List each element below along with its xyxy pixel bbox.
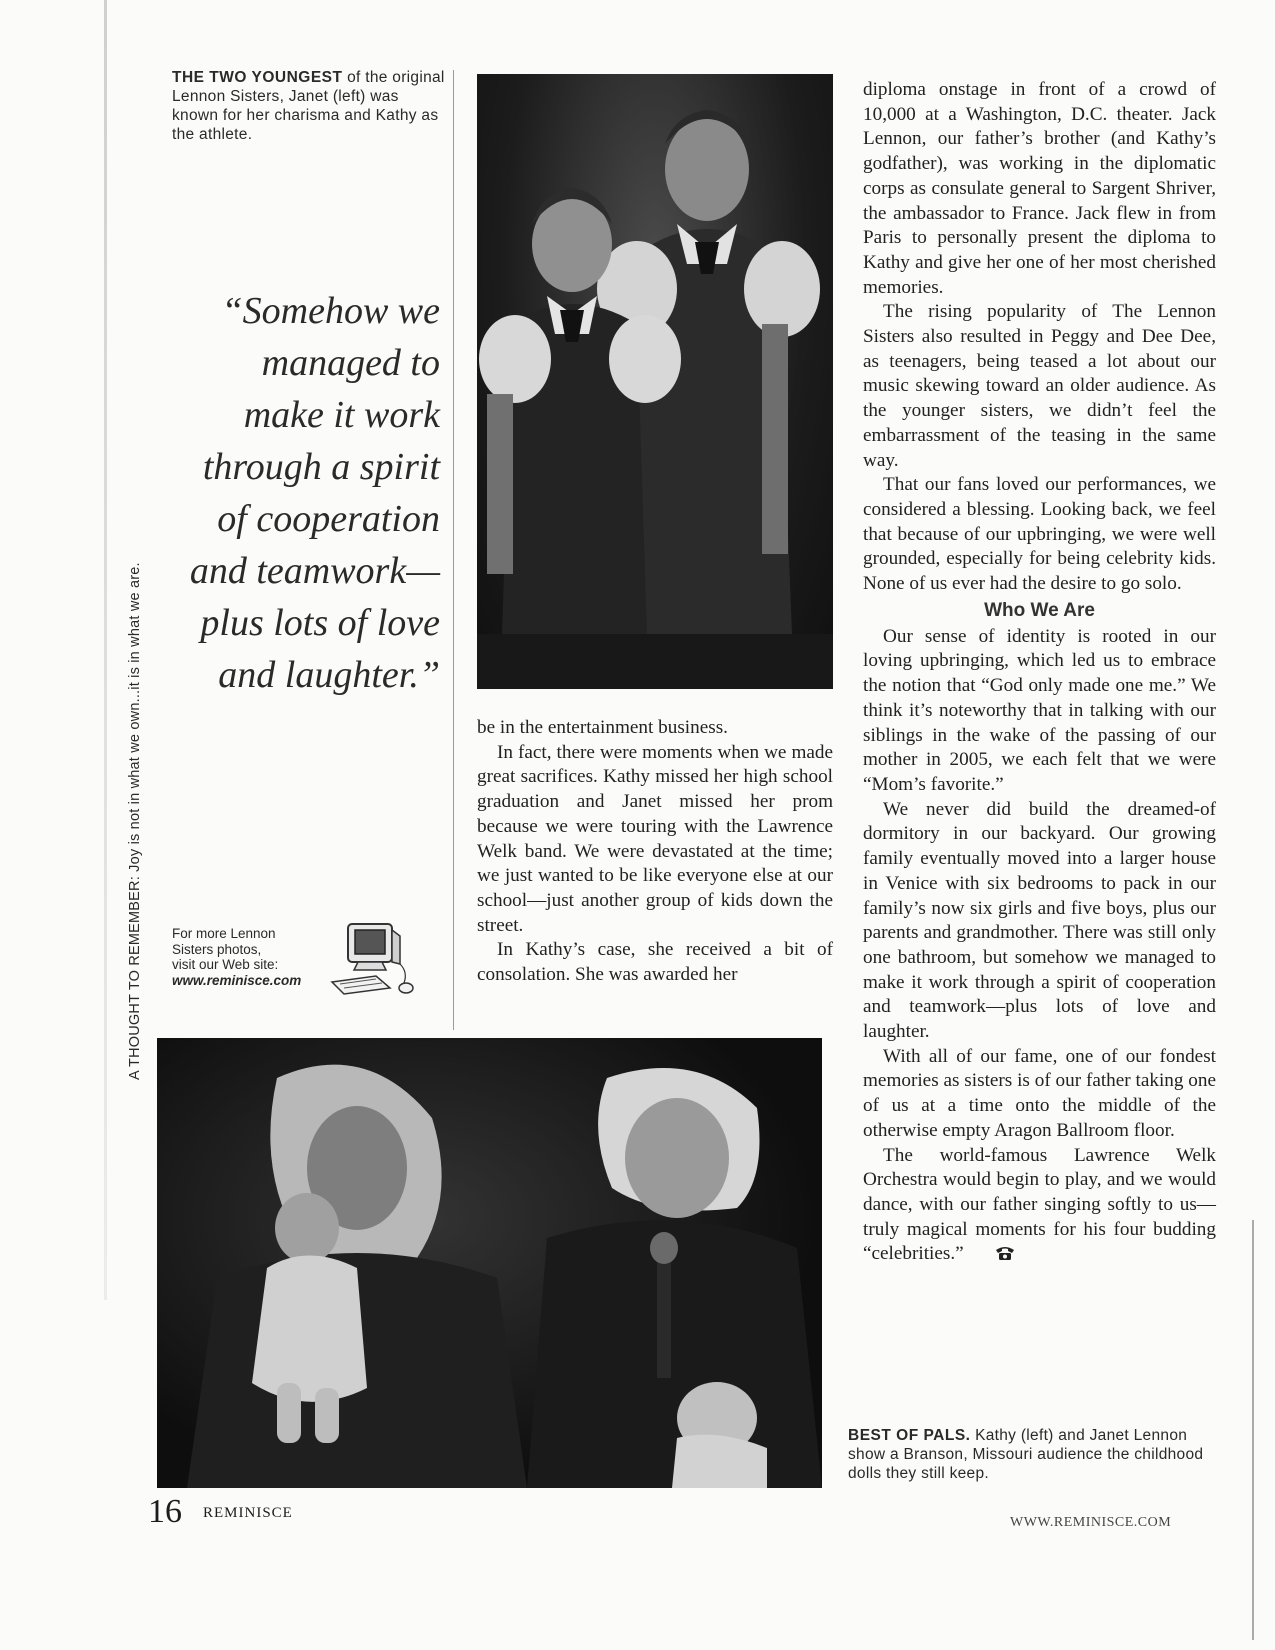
paragraph: Our sense of identity is rooted in our loving upbringing, which led us to embrace the notion that “God only made one me.” We think it’s noteworthy that in talking with our siblings in the wake of the passing of our mother in 2005, we each felt that we were “Mom’s favorite.” bbox=[863, 625, 1216, 795]
telephone-icon bbox=[994, 1245, 1016, 1261]
promo-line: Sisters photos, bbox=[172, 941, 262, 957]
column-divider bbox=[453, 70, 454, 1030]
sidebar-text: Joy is not in what we own...it is in what we are. bbox=[127, 562, 143, 872]
article-column-right bbox=[863, 78, 1216, 1267]
pull-quote-line: managed to bbox=[261, 342, 440, 384]
paragraph: That our fans loved our performances, we considered a blessing. Looking back, we feel that because of our upbringing, we were well grounded, especially for being celebrity kids. None of us ever had the desire to go solo. bbox=[863, 474, 1216, 595]
paragraph: With all of our fame, one of our fondest memories as sisters is of our father taking one of us at a time onto the middle of the otherwise empty Aragon Ballroom floor. bbox=[863, 1045, 1216, 1141]
paragraph-final bbox=[863, 1144, 1216, 1268]
pull-quote-line: plus lots of love bbox=[200, 602, 440, 644]
promo-line: For more Lennon bbox=[172, 926, 276, 941]
page-number: 16 bbox=[148, 1493, 182, 1530]
magazine-name: REMINISCE bbox=[203, 1505, 293, 1521]
caption-lead: BEST OF PALS. bbox=[848, 1427, 971, 1444]
sidebar-label: A THOUGHT TO REMEMBER: bbox=[127, 876, 143, 1080]
pull-quote-line: “Somehow we bbox=[221, 290, 440, 332]
paragraph: diploma onstage in front of a crowd of 10,000 at a Washington, D.C. theater. Jack Lennon, our father’s brother (and Kathy’s godfather), was working in the diplomatic corps as consulate general to Sargent Shriver, the ambassador to France. Jack flew in from Paris to personally present the diploma to Kathy and give her one of her most cherished memories. bbox=[863, 79, 1216, 298]
footer-url: WWW.REMINISCE.COM bbox=[1010, 1515, 1172, 1530]
caption-text: of the original Lennon Sisters, Janet (left) was known for her charisma and Kathy as the athlete. bbox=[172, 69, 445, 143]
paragraph: be in the entertainment business. bbox=[477, 717, 728, 738]
photo-best-of-pals bbox=[157, 1038, 822, 1488]
paragraph: The rising popularity of The Lennon Sisters also resulted in Peggy and Dee Dee, as teenagers, being teased a lot about our music skewing toward an older audience. As the younger sisters, we didn’t feel the embarrassment of the teasing in the same way. bbox=[863, 301, 1216, 471]
pull-quote-line: and teamwork— bbox=[189, 550, 440, 592]
paragraph-final-text: The world-famous Lawrence Welk Orchestra would begin to play, and we would dance, with our father singing softly to us—truly magical moments for his four budding “celebrities.” bbox=[863, 1144, 1216, 1265]
scan-edge-left bbox=[104, 0, 107, 1300]
paragraph: In fact, there were moments when we made great sacrifices. Kathy missed her high school graduation and Janet missed her prom because we were touring with the Lawrence Welk band. We were devastated at the time; we just wanted to be like everyone else at our school—just another group of kids down the street. bbox=[477, 741, 833, 936]
photo-two-youngest-sisters bbox=[477, 74, 833, 689]
pull-quote-line: through a spirit bbox=[202, 446, 440, 488]
paragraph: We never did build the dreamed-of dormitory in our backyard. Our growing family eventually moved into a larger house in Venice with six bedrooms to pack in our family’s now six girls and five boys, plus our parents and grandmother. There was still only one bathroom, but somehow we managed to make it work through a spirit of cooperation and teamwork—plus lots of love and laughter. bbox=[863, 798, 1216, 1043]
photo-caption-top bbox=[172, 68, 447, 144]
pull-quote-line: of cooperation bbox=[217, 498, 440, 540]
caption-lead: THE TWO YOUNGEST bbox=[172, 69, 343, 86]
pull-quote-line: and laughter.” bbox=[218, 654, 440, 696]
article-column-middle bbox=[477, 716, 833, 988]
caption-text: Kathy (left) and Janet Lennon show a Branson, Missouri audience the childhood dolls they still keep. bbox=[848, 1427, 1204, 1482]
pull-quote bbox=[175, 285, 440, 701]
paragraph: In Kathy’s case, she received a bit of consolation. She was awarded her bbox=[477, 939, 833, 986]
photo-stage-illustration bbox=[157, 1038, 822, 1488]
photo-two-girls-illustration bbox=[477, 74, 833, 689]
computer-icon bbox=[328, 920, 420, 1000]
section-subhead: Who We Are bbox=[984, 599, 1095, 621]
sidebar-thought bbox=[127, 490, 147, 1080]
promo-line: visit our Web site: bbox=[172, 957, 279, 972]
promo-url-link[interactable]: www.reminisce.com bbox=[172, 972, 302, 988]
web-promo bbox=[172, 926, 332, 988]
pull-quote-line: make it work bbox=[243, 394, 440, 436]
photo-caption-bottom bbox=[848, 1426, 1224, 1483]
scan-edge-right bbox=[1252, 1220, 1254, 1640]
